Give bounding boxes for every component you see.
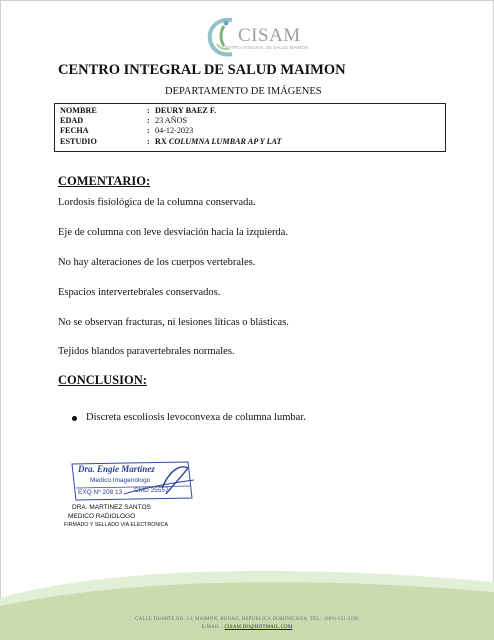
- comentario-paragraph: Lordosis fisiológica de la columna conservada.: [58, 197, 256, 208]
- comentario-paragraph: No hay alteraciones de los cuerpos vertebrales.: [58, 257, 256, 268]
- signer-name: DRA. MARTINEZ SANTOS: [72, 504, 151, 511]
- info-value: DEURY BAEZ F.: [155, 106, 217, 115]
- signature-note: FIRMADO Y SELLADO VIA ELECTRONICA: [64, 522, 169, 528]
- cisam-logo: [202, 14, 312, 60]
- comentario-paragraph: Eje de columna con leve desviación hacia la izquierda.: [58, 227, 289, 238]
- footer-address: CALLE DUARTE NO. 13, MAIMÓN, BONAO, REPUBLICA DOMINICANA, TEL.: (809)-551-2196: [135, 617, 359, 622]
- comentario-paragraph: No se observan fracturas, ni lesiones líticas o blásticas.: [58, 317, 289, 328]
- info-value: 23 AÑOS: [155, 116, 188, 125]
- comentario-heading: COMENTARIO:: [58, 174, 151, 188]
- footer-email-label: E-MAIL :: [201, 625, 224, 630]
- info-separator: :: [147, 126, 150, 135]
- conclusion-item: Discreta escoliosis levoconvexa de columna lumbar.: [86, 412, 306, 423]
- bullet-icon: [72, 416, 77, 421]
- info-separator: :: [147, 137, 150, 146]
- info-key: FECHA: [60, 126, 89, 135]
- stamp-role: Medico Imagenologo: [90, 477, 151, 484]
- stamp-exq: EXQ Nº 208 13: [78, 489, 123, 496]
- logo-brand: CISAM: [238, 25, 301, 46]
- info-value: [155, 137, 282, 147]
- info-key: NOMBRE: [60, 106, 97, 115]
- signature-block: [64, 458, 204, 528]
- footer-email-line: [0, 625, 494, 630]
- info-key: ESTUDIO: [60, 137, 97, 146]
- signer-role: MEDICO RADIOLOGO: [68, 513, 136, 520]
- page-title: CENTRO INTEGRAL DE SALUD MAIMON: [58, 62, 346, 78]
- info-key: EDAD: [60, 116, 84, 125]
- info-separator: :: [147, 116, 150, 125]
- study-prefix: RX: [155, 137, 169, 146]
- stamp-name: Dra. Engie Martinez: [78, 464, 155, 474]
- info-separator: :: [147, 106, 150, 115]
- info-value: 04-12-2023: [155, 126, 194, 135]
- department-name: DEPARTAMENTO DE IMÁGENES: [165, 86, 322, 97]
- patient-info-box: [54, 103, 446, 152]
- comentario-paragraph: Espacios intervertebrales conservados.: [58, 287, 221, 298]
- footer-email-link[interactable]: CISAM.DO@HOTMAIL.COM: [224, 625, 293, 630]
- comentario-paragraph: Tejidos blandos paravertebrales normales.: [58, 346, 235, 357]
- conclusion-heading: CONCLUSION:: [58, 373, 147, 387]
- stamp-cmd: CMD 25557: [134, 487, 169, 494]
- study-name: COLUMNA LUMBAR AP Y LAT: [168, 137, 282, 146]
- logo-subtitle: CENTRO INTEGRAL DE SALUD MAIMON: [222, 45, 309, 50]
- cisam-emblem-icon: [202, 14, 242, 60]
